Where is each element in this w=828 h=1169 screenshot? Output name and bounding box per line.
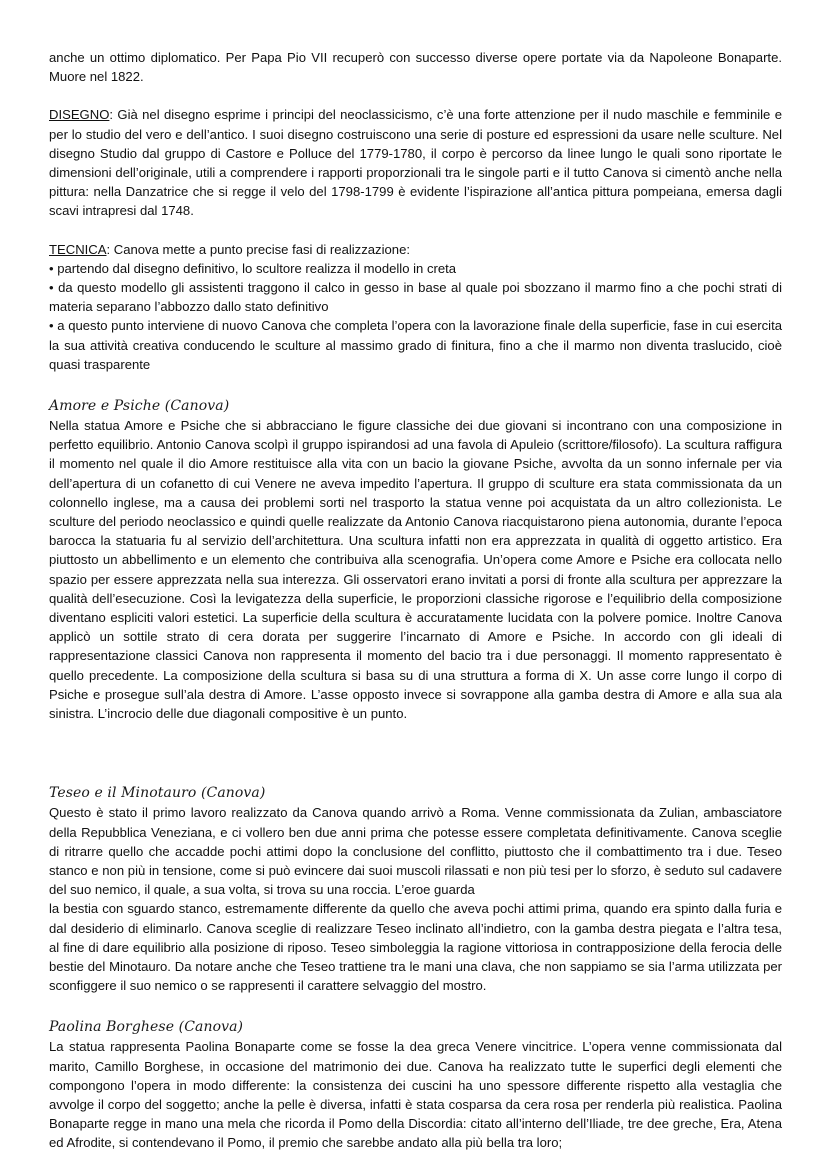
intro-paragraph: anche un ottimo diplomatico. Per Papa Pio VII recuperò con successo diverse opere portate via da Napoleone Bonaparte. Muore nel 1822.: [49, 50, 782, 85]
disegno-paragraph: [49, 105, 782, 220]
tecnica-paragraph: [49, 240, 782, 259]
tecnica-label: TECNICA: [49, 241, 107, 257]
tecnica-bullet: • partendo dal disegno definitivo, lo scultore realizza il modello in creta: [49, 260, 457, 276]
teseo-paragraph-1: Questo è stato il primo lavoro realizzato da Canova quando arrivò a Roma. Venne commissionata da Zulian, ambasciatore della Repubblica Veneziana, e ci vollero ben due anni prima che potesse essere completata definitivamente. Canova sceglie di ritrarre quello che accadde pochi attimi dopo la conclusione del conflitto, piuttosto che il combattimento tra i due. Teseo stanco e non più in tensione, come si può evincere dai suoi muscoli rilassati e non più tesi per lo sforzo, è seduto sul cadavere del suo nemico, il quale, a sua volta, si trova su una roccia. L’eroe guarda: [49, 805, 782, 898]
tecnica-list: [49, 259, 782, 374]
amore-psiche-heading: Amore e Psiche (Canova): [49, 398, 230, 415]
paolina-heading: Paolina Borghese (Canova): [49, 1019, 244, 1036]
paolina-paragraph: La statua rappresenta Paolina Bonaparte come se fosse la dea greca Venere vincitrice. L’opera venne commissionata dal marito, Camillo Borghese, in occasione del matrimonio dei due. Canova ha realizzato tutte le superfici degli elementi che compongono l’opera in modo differente: la consistenza dei cuscini ha uno spessore differente rispetto alla vestaglia che avvolge il corpo del soggetto; anche la pelle è diversa, infatti è stata cosparsa da cera rosa per renderla più realistica. Paolina Bonaparte regge in mano una mela che ricorda il Pomo della Discordia: citato all’interno dell’Iliade, tre dee greche, Era, Atena ed Afrodite, si contendevano il Pomo, il premio che sarebbe andato alla più bella tra loro;: [49, 1039, 782, 1151]
teseo-paragraph-2: la bestia con sguardo stanco, estremamente differente da quello che aveva pochi attimi prima, quando era spinto dalla furia e dal desiderio di eliminarlo. Canova sceglie di realizzare Teseo inclinato all’indietro, con la gamba destra piegata e l’altra tesa, al fine di dare equilibrio alla posizione di riposo. Teseo simboleggia la ragione vittoriosa in contrapposizione della ferocia delle bestie del Minotauro. Da notare anche che Teseo trattiene tra le mani una clava, che non sappiamo se sia l’arma utilizzata per sconfiggere il suo nemico o se rappresenti il carattere selvaggio del mostro.: [49, 901, 782, 994]
teseo-heading: Teseo e il Minotauro (Canova): [49, 785, 266, 802]
disegno-text: : Già nel disegno esprime i principi del neoclassicismo, c’è una forte attenzione per il nudo maschile e femminile e per lo studio del vero e dell’antico. I suoi disegno costruiscono una serie di posture ed espressioni da usare nelle sculture. Nel disegno Studio dal gruppo di Castore e Polluce del 1779-1780, il corpo è percorso da linee lungo le quali sono riportate le dimensioni dell’originale, utili a comprendere i rapporti proporzionali tra le singole parti e il tutto Canova si cimentò anche nella pittura: nella Danzatrice che si regge il velo del 1798-1799 è evidente l’ispirazione all’antica pittura pompeiana, emersa dagli scavi intrapresi dal 1748.: [49, 107, 782, 219]
tecnica-intro: : Canova mette a punto precise fasi di realizzazione:: [106, 241, 410, 257]
tecnica-bullet: • da questo modello gli assistenti traggono il calco in gesso in base al quale poi sbozzano il marmo fino a che pochi strati di materia separano l’abbozzo dallo stato definitivo: [49, 280, 782, 315]
amore-psiche-paragraph: Nella statua Amore e Psiche che si abbracciano le figure classiche dei due giovani si incontrano con una composizione in perfetto equilibrio. Antonio Canova scolpì il gruppo ispirandosi ad una favola di Apuleio (scrittore/filosofo). La scultura raffigura il momento nel quale il dio Amore restituisce alla vita con un bacio la giovane Psiche, avvolta da un sonno infernale per via dell’apertura di un cofanetto di cui Venere ne aveva impedito l’apertura. Il gruppo di sculture era stata commissionata da un colonnello inglese, ma a causa dei problemi sorti nel trasporto la statua venne poi acquistata da un altro collezionista. Le sculture del periodo neoclassico e quindi quelle realizzate da Antonio Canova riacquistarono piena autonomia, durante l’epoca barocca la statuaria fu al servizio dell’architettura. Una scultura infatti non era apprezzata in qualità di oggetto artistico. Era piuttosto un abbellimento e un elemento che contribuiva alla scenografia. Un’opera come Amore e Psiche era collocata nello spazio per essere apprezzata nella sua interezza. Gli osservatori erano invitati a porsi di fronte alla scultura per apprezzare la qualità dell’esecuzione. Così la levigatezza della superficie, le proporzioni classiche rigorose e l’equilibrio della composizione diventano espliciti valori estetici. La superficie della scultura è accuratamente lucidata con la polvere pomice. Inoltre Canova applicò un sottile strato di cera dorata per suggerire l’incarnato di Amore e Psiche. In accordo con gli ideali di rappresentazione classici Canova non rappresenta il momento del bacio tra i due personaggi. Il momento rappresentato è quello precedente. La composizione della scultura si basa su di una struttura a forma di X. Un asse corre lungo il corpo di Psiche e prosegue sull’ala destra di Amore. L’asse opposto invece si sovrappone alla gamba destra di Amore e alla sua ala sinistra. L’incrocio delle due diagonali compositive è un punto.: [49, 418, 782, 722]
disegno-label: DISEGNO: [49, 107, 110, 123]
tecnica-bullet: • a questo punto interviene di nuovo Canova che completa l’opera con la lavorazione finale della superficie, fase in cui esercita la sua attività creativa conducendo le sculture al massimo grado di finitura, fino a che il marmo non diventa traslucido, cioè quasi trasparente: [49, 318, 782, 372]
